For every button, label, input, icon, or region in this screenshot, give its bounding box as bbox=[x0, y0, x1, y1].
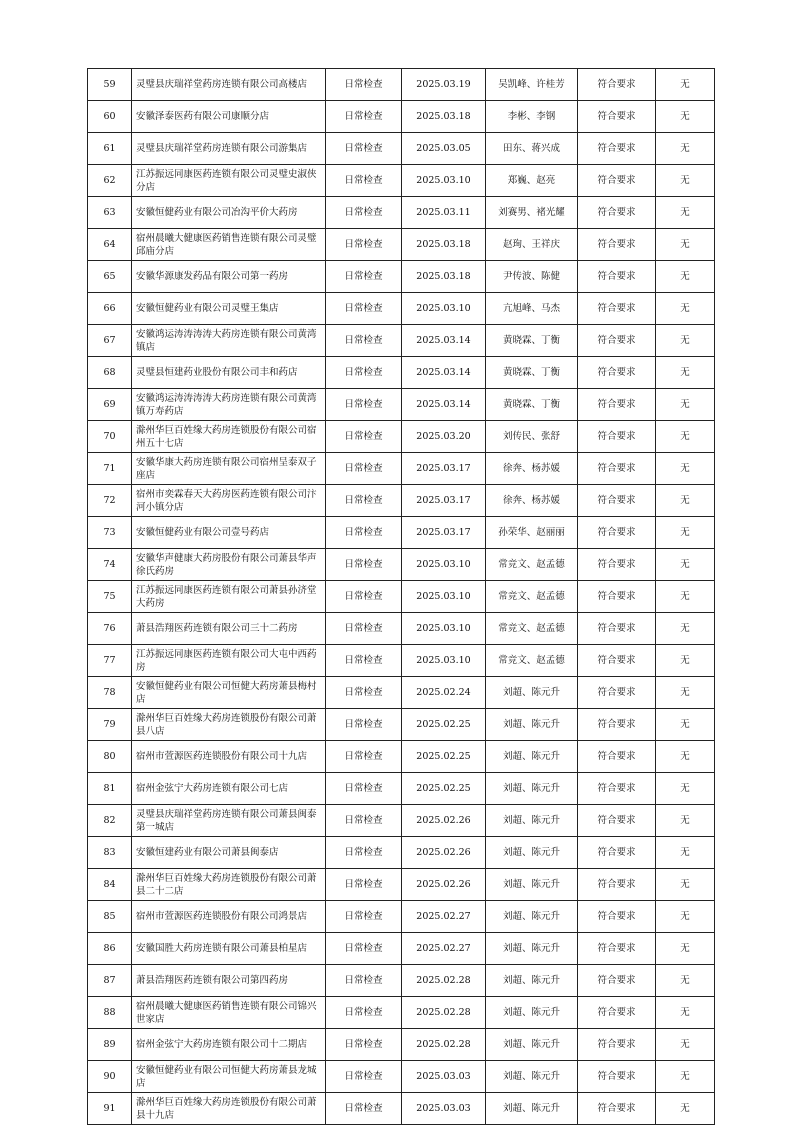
table-row bbox=[88, 805, 715, 837]
table-row bbox=[88, 581, 715, 613]
issues-found-cell: 无 bbox=[656, 453, 715, 485]
inspection-date-cell: 2025.02.25 bbox=[402, 773, 486, 805]
row-number-cell: 59 bbox=[88, 69, 132, 101]
table-row bbox=[88, 165, 715, 197]
inspection-type-cell: 日常检查 bbox=[326, 197, 402, 229]
inspection-date-cell: 2025.03.17 bbox=[402, 485, 486, 517]
row-number-cell: 79 bbox=[88, 709, 132, 741]
issues-found-cell: 无 bbox=[656, 741, 715, 773]
row-number-cell: 91 bbox=[88, 1093, 132, 1125]
table-row bbox=[88, 645, 715, 677]
row-number-cell: 69 bbox=[88, 389, 132, 421]
inspection-result-cell: 符合要求 bbox=[578, 837, 656, 869]
issues-found-cell: 无 bbox=[656, 293, 715, 325]
inspection-date-cell: 2025.03.10 bbox=[402, 165, 486, 197]
issues-found-cell: 无 bbox=[656, 421, 715, 453]
inspectors-cell: 刘超、陈元升 bbox=[486, 1093, 578, 1125]
inspection-result-cell: 符合要求 bbox=[578, 389, 656, 421]
inspection-date-cell: 2025.03.03 bbox=[402, 1061, 486, 1093]
inspectors-cell: 刘超、陈元升 bbox=[486, 1061, 578, 1093]
row-number-cell: 61 bbox=[88, 133, 132, 165]
inspection-result-cell: 符合要求 bbox=[578, 69, 656, 101]
inspection-type-cell: 日常检查 bbox=[326, 229, 402, 261]
inspection-type-cell: 日常检查 bbox=[326, 837, 402, 869]
inspection-date-cell: 2025.02.26 bbox=[402, 869, 486, 901]
issues-found-cell: 无 bbox=[656, 165, 715, 197]
inspection-date-cell: 2025.02.26 bbox=[402, 837, 486, 869]
inspection-result-cell: 符合要求 bbox=[578, 901, 656, 933]
table-row bbox=[88, 325, 715, 357]
row-number-cell: 75 bbox=[88, 581, 132, 613]
inspection-type-cell: 日常检查 bbox=[326, 357, 402, 389]
inspection-result-cell: 符合要求 bbox=[578, 357, 656, 389]
row-number-cell: 73 bbox=[88, 517, 132, 549]
inspection-result-cell: 符合要求 bbox=[578, 645, 656, 677]
inspectors-cell: 刘超、陈元升 bbox=[486, 773, 578, 805]
issues-found-cell: 无 bbox=[656, 997, 715, 1029]
inspection-date-cell: 2025.03.17 bbox=[402, 453, 486, 485]
inspection-result-cell: 符合要求 bbox=[578, 741, 656, 773]
inspection-type-cell: 日常检查 bbox=[326, 389, 402, 421]
inspectors-cell: 常竞文、赵孟德 bbox=[486, 581, 578, 613]
inspection-date-cell: 2025.03.18 bbox=[402, 101, 486, 133]
inspection-type-cell: 日常检查 bbox=[326, 901, 402, 933]
inspection-result-cell: 符合要求 bbox=[578, 453, 656, 485]
inspection-type-cell: 日常检查 bbox=[326, 773, 402, 805]
inspection-type-cell: 日常检查 bbox=[326, 293, 402, 325]
inspection-type-cell: 日常检查 bbox=[326, 997, 402, 1029]
store-name-cell: 宿州市奕霖春天大药房医药连锁有限公司汴河小镇分店 bbox=[132, 485, 326, 517]
inspection-type-cell: 日常检查 bbox=[326, 933, 402, 965]
table-row bbox=[88, 389, 715, 421]
store-name-cell: 滁州华巨百姓缘大药房连锁股份有限公司萧县十九店 bbox=[132, 1093, 326, 1125]
table-row bbox=[88, 133, 715, 165]
inspection-type-cell: 日常检查 bbox=[326, 101, 402, 133]
issues-found-cell: 无 bbox=[656, 965, 715, 997]
row-number-cell: 67 bbox=[88, 325, 132, 357]
table-row bbox=[88, 421, 715, 453]
inspection-result-cell: 符合要求 bbox=[578, 325, 656, 357]
store-name-cell: 宿州市萱源医药连锁股份有限公司鸿景店 bbox=[132, 901, 326, 933]
issues-found-cell: 无 bbox=[656, 581, 715, 613]
table-row bbox=[88, 229, 715, 261]
store-name-cell: 安徽恒健药业有限公司壹号药店 bbox=[132, 517, 326, 549]
row-number-cell: 70 bbox=[88, 421, 132, 453]
issues-found-cell: 无 bbox=[656, 933, 715, 965]
row-number-cell: 84 bbox=[88, 869, 132, 901]
inspectors-cell: 刘超、陈元升 bbox=[486, 933, 578, 965]
store-name-cell: 灵璧县恒建药业股份有限公司丰和药店 bbox=[132, 357, 326, 389]
inspectors-cell: 刘超、陈元升 bbox=[486, 901, 578, 933]
store-name-cell: 安徽恒健药业有限公司恒健大药房萧县龙城店 bbox=[132, 1061, 326, 1093]
inspectors-cell: 亢旭峰、马杰 bbox=[486, 293, 578, 325]
issues-found-cell: 无 bbox=[656, 485, 715, 517]
inspectors-cell: 黄晓霖、丁衡 bbox=[486, 357, 578, 389]
inspection-result-cell: 符合要求 bbox=[578, 773, 656, 805]
inspection-result-cell: 符合要求 bbox=[578, 965, 656, 997]
inspection-type-cell: 日常检查 bbox=[326, 421, 402, 453]
inspectors-cell: 刘超、陈元升 bbox=[486, 965, 578, 997]
issues-found-cell: 无 bbox=[656, 1029, 715, 1061]
table-row bbox=[88, 357, 715, 389]
issues-found-cell: 无 bbox=[656, 229, 715, 261]
store-name-cell: 江苏振远同康医药连锁有限公司大屯中西药房 bbox=[132, 645, 326, 677]
issues-found-cell: 无 bbox=[656, 69, 715, 101]
inspection-type-cell: 日常检查 bbox=[326, 517, 402, 549]
inspection-type-cell: 日常检查 bbox=[326, 549, 402, 581]
inspection-type-cell: 日常检查 bbox=[326, 709, 402, 741]
inspection-type-cell: 日常检查 bbox=[326, 581, 402, 613]
inspection-date-cell: 2025.02.24 bbox=[402, 677, 486, 709]
table-row bbox=[88, 869, 715, 901]
store-name-cell: 安徽国胜大药房连锁有限公司萧县柏星店 bbox=[132, 933, 326, 965]
inspection-date-cell: 2025.03.17 bbox=[402, 517, 486, 549]
issues-found-cell: 无 bbox=[656, 837, 715, 869]
inspection-result-cell: 符合要求 bbox=[578, 581, 656, 613]
table-row bbox=[88, 1029, 715, 1061]
inspection-result-cell: 符合要求 bbox=[578, 933, 656, 965]
inspection-date-cell: 2025.02.25 bbox=[402, 741, 486, 773]
table-row bbox=[88, 549, 715, 581]
inspection-type-cell: 日常检查 bbox=[326, 645, 402, 677]
store-name-cell: 安徽华源康发药品有限公司第一药房 bbox=[132, 261, 326, 293]
inspectors-cell: 孙荣华、赵丽丽 bbox=[486, 517, 578, 549]
issues-found-cell: 无 bbox=[656, 517, 715, 549]
issues-found-cell: 无 bbox=[656, 805, 715, 837]
inspection-date-cell: 2025.03.10 bbox=[402, 645, 486, 677]
row-number-cell: 60 bbox=[88, 101, 132, 133]
inspection-type-cell: 日常检查 bbox=[326, 741, 402, 773]
store-name-cell: 安徽恒健药业有限公司灵璧王集店 bbox=[132, 293, 326, 325]
store-name-cell: 萧县浩翔医药连锁有限公司三十二药房 bbox=[132, 613, 326, 645]
inspection-result-cell: 符合要求 bbox=[578, 677, 656, 709]
issues-found-cell: 无 bbox=[656, 389, 715, 421]
inspection-type-cell: 日常检查 bbox=[326, 261, 402, 293]
inspection-type-cell: 日常检查 bbox=[326, 805, 402, 837]
row-number-cell: 62 bbox=[88, 165, 132, 197]
inspection-date-cell: 2025.02.27 bbox=[402, 901, 486, 933]
inspectors-cell: 刘超、陈元升 bbox=[486, 709, 578, 741]
store-name-cell: 萧县浩翔医药连锁有限公司第四药房 bbox=[132, 965, 326, 997]
store-name-cell: 安徽华声健康大药房股份有限公司萧县华声徐氏药房 bbox=[132, 549, 326, 581]
inspectors-cell: 刘超、陈元升 bbox=[486, 741, 578, 773]
issues-found-cell: 无 bbox=[656, 613, 715, 645]
inspection-date-cell: 2025.03.20 bbox=[402, 421, 486, 453]
issues-found-cell: 无 bbox=[656, 1093, 715, 1125]
inspectors-cell: 赵珣、王祥庆 bbox=[486, 229, 578, 261]
inspection-date-cell: 2025.03.14 bbox=[402, 357, 486, 389]
inspectors-cell: 常竞文、赵孟德 bbox=[486, 613, 578, 645]
inspection-date-cell: 2025.02.26 bbox=[402, 805, 486, 837]
row-number-cell: 68 bbox=[88, 357, 132, 389]
table-row bbox=[88, 517, 715, 549]
inspection-type-cell: 日常检查 bbox=[326, 613, 402, 645]
table-row bbox=[88, 1061, 715, 1093]
issues-found-cell: 无 bbox=[656, 709, 715, 741]
table-row bbox=[88, 453, 715, 485]
inspectors-cell: 常竞文、赵孟德 bbox=[486, 645, 578, 677]
inspection-date-cell: 2025.03.10 bbox=[402, 549, 486, 581]
table-row bbox=[88, 1093, 715, 1125]
inspection-date-cell: 2025.03.03 bbox=[402, 1093, 486, 1125]
inspectors-cell: 刘超、陈元升 bbox=[486, 1029, 578, 1061]
inspection-date-cell: 2025.03.10 bbox=[402, 613, 486, 645]
inspectors-cell: 刘超、陈元升 bbox=[486, 677, 578, 709]
inspectors-cell: 刘超、陈元升 bbox=[486, 869, 578, 901]
table-row bbox=[88, 197, 715, 229]
store-name-cell: 安徽鸿运涛涛涛涛大药房连锁有限公司黄湾镇万寿药店 bbox=[132, 389, 326, 421]
inspection-result-cell: 符合要求 bbox=[578, 517, 656, 549]
store-name-cell: 滁州华巨百姓缘大药房连锁股份有限公司萧县二十二店 bbox=[132, 869, 326, 901]
row-number-cell: 71 bbox=[88, 453, 132, 485]
issues-found-cell: 无 bbox=[656, 549, 715, 581]
table-row bbox=[88, 997, 715, 1029]
inspection-result-cell: 符合要求 bbox=[578, 293, 656, 325]
table-row bbox=[88, 485, 715, 517]
store-name-cell: 灵璧县庆瑞祥堂药房连锁有限公司游集店 bbox=[132, 133, 326, 165]
row-number-cell: 65 bbox=[88, 261, 132, 293]
store-name-cell: 宿州市萱源医药连锁股份有限公司十九店 bbox=[132, 741, 326, 773]
store-name-cell: 宿州金弦宁大药房连锁有限公司七店 bbox=[132, 773, 326, 805]
store-name-cell: 安徽恒健药业有限公司恒健大药房萧县梅村店 bbox=[132, 677, 326, 709]
store-name-cell: 滁州华巨百姓缘大药房连锁股份有限公司萧县八店 bbox=[132, 709, 326, 741]
inspectors-cell: 郑巍、赵亮 bbox=[486, 165, 578, 197]
store-name-cell: 宿州晨曦大健康医药销售连锁有限公司灵璧邱庙分店 bbox=[132, 229, 326, 261]
inspection-result-cell: 符合要求 bbox=[578, 549, 656, 581]
issues-found-cell: 无 bbox=[656, 1061, 715, 1093]
inspection-type-cell: 日常检查 bbox=[326, 1061, 402, 1093]
inspectors-cell: 徐奔、杨苏媛 bbox=[486, 453, 578, 485]
store-name-cell: 安徽泽泰医药有限公司康顺分店 bbox=[132, 101, 326, 133]
table-row bbox=[88, 773, 715, 805]
inspection-date-cell: 2025.02.28 bbox=[402, 997, 486, 1029]
row-number-cell: 72 bbox=[88, 485, 132, 517]
issues-found-cell: 无 bbox=[656, 677, 715, 709]
inspection-date-cell: 2025.03.18 bbox=[402, 261, 486, 293]
table-row bbox=[88, 677, 715, 709]
inspection-type-cell: 日常检查 bbox=[326, 133, 402, 165]
inspectors-cell: 刘赛男、褚光耀 bbox=[486, 197, 578, 229]
store-name-cell: 江苏振远同康医药连锁有限公司萧县孙济堂大药房 bbox=[132, 581, 326, 613]
inspection-result-cell: 符合要求 bbox=[578, 997, 656, 1029]
inspection-date-cell: 2025.02.27 bbox=[402, 933, 486, 965]
inspectors-cell: 李彬、李钢 bbox=[486, 101, 578, 133]
store-name-cell: 安徽华康大药房连锁有限公司宿州呈泰双子座店 bbox=[132, 453, 326, 485]
table-row bbox=[88, 101, 715, 133]
inspectors-cell: 刘传民、张舒 bbox=[486, 421, 578, 453]
inspectors-cell: 徐奔、杨苏媛 bbox=[486, 485, 578, 517]
inspectors-cell: 田东、蒋兴成 bbox=[486, 133, 578, 165]
inspectors-cell: 常竞文、赵孟德 bbox=[486, 549, 578, 581]
inspection-result-cell: 符合要求 bbox=[578, 101, 656, 133]
store-name-cell: 宿州晨曦大健康医药销售连锁有限公司锦兴世家店 bbox=[132, 997, 326, 1029]
inspection-result-cell: 符合要求 bbox=[578, 197, 656, 229]
store-name-cell: 江苏振远同康医药连锁有限公司灵璧史淑侠分店 bbox=[132, 165, 326, 197]
inspection-type-cell: 日常检查 bbox=[326, 325, 402, 357]
inspection-table bbox=[87, 68, 715, 1125]
inspection-date-cell: 2025.02.28 bbox=[402, 965, 486, 997]
inspection-date-cell: 2025.02.28 bbox=[402, 1029, 486, 1061]
inspection-type-cell: 日常检查 bbox=[326, 1029, 402, 1061]
row-number-cell: 88 bbox=[88, 997, 132, 1029]
inspection-result-cell: 符合要求 bbox=[578, 229, 656, 261]
table-row bbox=[88, 965, 715, 997]
inspection-result-cell: 符合要求 bbox=[578, 133, 656, 165]
issues-found-cell: 无 bbox=[656, 645, 715, 677]
table-row bbox=[88, 933, 715, 965]
issues-found-cell: 无 bbox=[656, 357, 715, 389]
inspection-type-cell: 日常检查 bbox=[326, 965, 402, 997]
row-number-cell: 78 bbox=[88, 677, 132, 709]
inspection-type-cell: 日常检查 bbox=[326, 1093, 402, 1125]
inspection-type-cell: 日常检查 bbox=[326, 677, 402, 709]
inspection-result-cell: 符合要求 bbox=[578, 1061, 656, 1093]
row-number-cell: 66 bbox=[88, 293, 132, 325]
issues-found-cell: 无 bbox=[656, 133, 715, 165]
issues-found-cell: 无 bbox=[656, 901, 715, 933]
issues-found-cell: 无 bbox=[656, 869, 715, 901]
row-number-cell: 87 bbox=[88, 965, 132, 997]
store-name-cell: 安徽恒建药业有限公司萧县闽泰店 bbox=[132, 837, 326, 869]
row-number-cell: 89 bbox=[88, 1029, 132, 1061]
inspectors-cell: 黄晓霖、丁衡 bbox=[486, 389, 578, 421]
table-row bbox=[88, 837, 715, 869]
issues-found-cell: 无 bbox=[656, 197, 715, 229]
inspection-type-cell: 日常检查 bbox=[326, 453, 402, 485]
table-row bbox=[88, 741, 715, 773]
inspection-result-cell: 符合要求 bbox=[578, 1093, 656, 1125]
table-row bbox=[88, 613, 715, 645]
inspection-result-cell: 符合要求 bbox=[578, 869, 656, 901]
row-number-cell: 82 bbox=[88, 805, 132, 837]
inspectors-cell: 刘超、陈元升 bbox=[486, 805, 578, 837]
row-number-cell: 63 bbox=[88, 197, 132, 229]
row-number-cell: 76 bbox=[88, 613, 132, 645]
inspection-date-cell: 2025.03.18 bbox=[402, 229, 486, 261]
table-row bbox=[88, 261, 715, 293]
store-name-cell: 滁州华巨百姓缘大药房连锁股份有限公司宿州五十七店 bbox=[132, 421, 326, 453]
inspection-date-cell: 2025.02.25 bbox=[402, 709, 486, 741]
table-body bbox=[88, 69, 715, 1125]
row-number-cell: 80 bbox=[88, 741, 132, 773]
issues-found-cell: 无 bbox=[656, 773, 715, 805]
inspection-result-cell: 符合要求 bbox=[578, 421, 656, 453]
issues-found-cell: 无 bbox=[656, 101, 715, 133]
inspection-date-cell: 2025.03.14 bbox=[402, 325, 486, 357]
row-number-cell: 77 bbox=[88, 645, 132, 677]
inspectors-cell: 吴凯峰、许桂芳 bbox=[486, 69, 578, 101]
table-row bbox=[88, 69, 715, 101]
inspection-result-cell: 符合要求 bbox=[578, 485, 656, 517]
inspection-result-cell: 符合要求 bbox=[578, 709, 656, 741]
inspectors-cell: 刘超、陈元升 bbox=[486, 837, 578, 869]
inspection-type-cell: 日常检查 bbox=[326, 869, 402, 901]
issues-found-cell: 无 bbox=[656, 261, 715, 293]
inspection-date-cell: 2025.03.11 bbox=[402, 197, 486, 229]
inspection-result-cell: 符合要求 bbox=[578, 1029, 656, 1061]
row-number-cell: 83 bbox=[88, 837, 132, 869]
inspection-type-cell: 日常检查 bbox=[326, 165, 402, 197]
store-name-cell: 灵璧县庆瑞祥堂药房连锁有限公司高楼店 bbox=[132, 69, 326, 101]
row-number-cell: 90 bbox=[88, 1061, 132, 1093]
table-row bbox=[88, 293, 715, 325]
table-row bbox=[88, 709, 715, 741]
inspection-result-cell: 符合要求 bbox=[578, 805, 656, 837]
inspection-result-cell: 符合要求 bbox=[578, 165, 656, 197]
inspection-date-cell: 2025.03.10 bbox=[402, 581, 486, 613]
inspection-date-cell: 2025.03.10 bbox=[402, 293, 486, 325]
store-name-cell: 安徽鸿运涛涛涛涛大药房连锁有限公司黄湾镇店 bbox=[132, 325, 326, 357]
issues-found-cell: 无 bbox=[656, 325, 715, 357]
inspection-date-cell: 2025.03.19 bbox=[402, 69, 486, 101]
inspection-result-cell: 符合要求 bbox=[578, 261, 656, 293]
inspection-date-cell: 2025.03.14 bbox=[402, 389, 486, 421]
inspection-date-cell: 2025.03.05 bbox=[402, 133, 486, 165]
store-name-cell: 宿州金弦宁大药房连锁有限公司十二期店 bbox=[132, 1029, 326, 1061]
inspectors-cell: 尹传波、陈健 bbox=[486, 261, 578, 293]
table-row bbox=[88, 901, 715, 933]
inspection-type-cell: 日常检查 bbox=[326, 485, 402, 517]
store-name-cell: 灵璧县庆瑞祥堂药房连锁有限公司萧县闽泰第一城店 bbox=[132, 805, 326, 837]
inspectors-cell: 黄晓霖、丁衡 bbox=[486, 325, 578, 357]
row-number-cell: 74 bbox=[88, 549, 132, 581]
store-name-cell: 安徽恒健药业有限公司冶沟平价大药房 bbox=[132, 197, 326, 229]
row-number-cell: 86 bbox=[88, 933, 132, 965]
row-number-cell: 81 bbox=[88, 773, 132, 805]
row-number-cell: 85 bbox=[88, 901, 132, 933]
inspectors-cell: 刘超、陈元升 bbox=[486, 997, 578, 1029]
inspection-type-cell: 日常检查 bbox=[326, 69, 402, 101]
inspection-result-cell: 符合要求 bbox=[578, 613, 656, 645]
row-number-cell: 64 bbox=[88, 229, 132, 261]
